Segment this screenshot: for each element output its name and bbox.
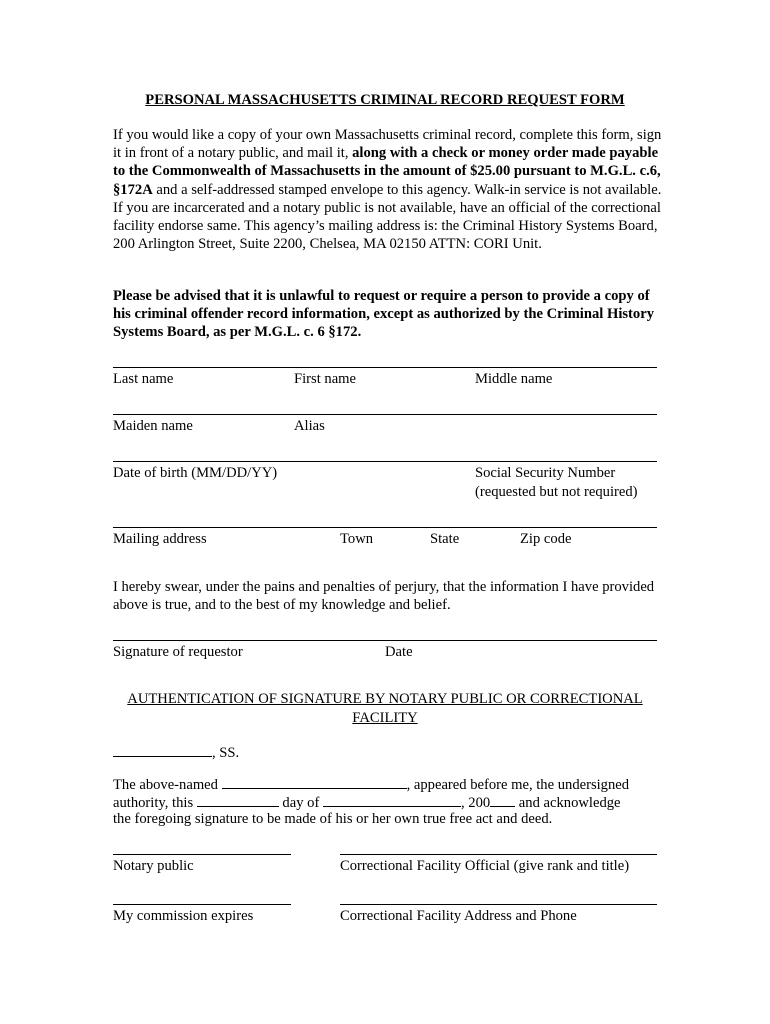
authentication-heading: AUTHENTICATION OF SIGNATURE BY NOTARY PUBLIC OR CORRECTIONAL FACILITY: [127, 691, 643, 726]
maiden-alias-line[interactable]: [113, 414, 657, 415]
state-label: State: [430, 531, 460, 547]
acknowledgement-line-1: [113, 775, 629, 794]
oath-paragraph: I hereby swear, under the pains and penalties of perjury, that the information I have provided above is true, and to the best of my knowledge and belief.: [113, 579, 655, 614]
official-label: Correctional Facility Official (give rank and title): [340, 858, 630, 874]
day-blank[interactable]: [197, 793, 279, 807]
ss-line: [113, 743, 239, 762]
ack-text-2c: , 200: [460, 795, 491, 811]
maiden-name-label: Maiden name: [113, 418, 193, 434]
alias-label: Alias: [294, 418, 325, 434]
ssn-note: (requested but not required): [475, 484, 638, 500]
facility-address-line[interactable]: [340, 904, 657, 905]
town-label: Town: [340, 531, 374, 547]
signature-label: Signature of requestor: [113, 644, 243, 660]
intro-payment-text: along with a check or money order made payable to the Commonwealth of Massachusetts in the amount of $25.00 pursuant to M.G.L. c.6, §172A: [113, 145, 661, 198]
signature-line[interactable]: [113, 640, 657, 641]
ssn-label: Social Security Number: [475, 465, 616, 481]
acknowledgement-line-3: the foregoing signature to be made of his or her own true free act and deed.: [113, 811, 553, 827]
ss-label: , SS.: [212, 745, 240, 761]
commission-line[interactable]: [113, 904, 291, 905]
form-title: PERSONAL MASSACHUSETTS CRIMINAL RECORD REQUEST FORM: [145, 92, 625, 108]
county-blank[interactable]: [113, 743, 212, 757]
ack-text-2d: and acknowledge: [515, 795, 621, 811]
notary-label: Notary public: [113, 858, 194, 874]
intro-text-1: If you would like a copy of your own Massachusetts criminal record, complete this form, sign it in front of a notary public, and mail it,: [113, 127, 662, 162]
official-line[interactable]: [340, 854, 657, 855]
dob-ssn-line[interactable]: [113, 461, 657, 462]
named-person-blank[interactable]: [222, 775, 407, 789]
commission-label: My commission expires: [113, 908, 254, 924]
ack-text-2a: authority, this: [113, 795, 197, 811]
ack-text-1a: The above-named: [113, 777, 222, 793]
ack-text-2b: day of: [278, 795, 323, 811]
signature-date-label: Date: [385, 644, 413, 660]
acknowledgement-line-2: [113, 793, 621, 812]
name-line[interactable]: [113, 367, 657, 368]
first-name-label: First name: [294, 371, 357, 387]
notary-line[interactable]: [113, 854, 291, 855]
intro-text-2: and a self-addressed stamped envelope to this agency. Walk-in service is not available. If you are incarcerated and a notary public is not available, have an official of the correctional facility endorse same. This agency’s mailing address is: the Criminal History Systems Board, 200 Arlington Street, Suite 2200, Chelsea, MA 02150 ATTN: CORI Unit.: [113, 181, 662, 253]
facility-address-label: Correctional Facility Address and Phone: [340, 908, 577, 924]
advisory-paragraph: Please be advised that it is unlawful to request or require a person to provide a copy of his criminal offender record information, except as authorized by the Criminal History Systems Board, as per M.G.L. c. 6 §172.: [113, 288, 654, 341]
zip-label: Zip code: [520, 531, 572, 547]
intro-paragraph: [113, 126, 663, 253]
middle-name-label: Middle name: [475, 371, 553, 387]
mailing-address-label: Mailing address: [113, 531, 207, 547]
month-blank[interactable]: [323, 793, 461, 807]
year-blank[interactable]: [490, 793, 515, 807]
address-line[interactable]: [113, 527, 657, 528]
ack-text-1b: , appeared before me, the undersigned: [406, 777, 630, 793]
last-name-label: Last name: [113, 371, 174, 387]
dob-label: Date of birth (MM/DD/YY): [113, 465, 278, 481]
